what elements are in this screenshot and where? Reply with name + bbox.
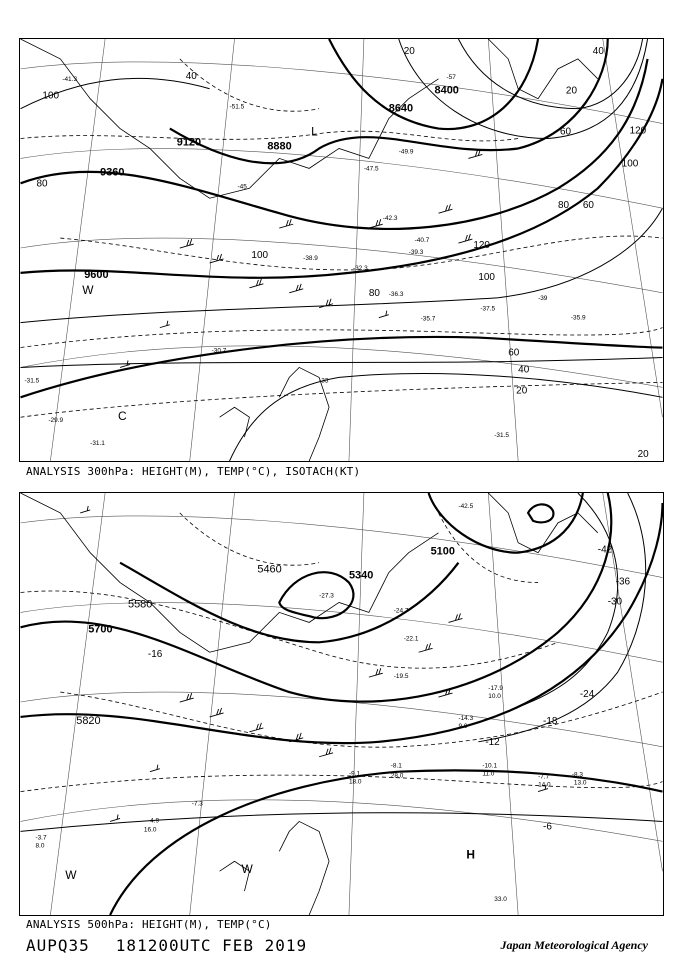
temp-label: -41.3 xyxy=(62,75,78,83)
station-value: 18.0 xyxy=(348,778,362,786)
isotherms-solid xyxy=(21,493,663,834)
isotach-label: 100 xyxy=(42,90,60,102)
temp-labels xyxy=(25,74,587,447)
station-value: 16.0 xyxy=(143,826,157,834)
temp-label: -8.3 xyxy=(571,771,584,779)
isotach-label: 120 xyxy=(473,240,490,252)
temp-label: -10.1 xyxy=(482,762,498,770)
coastline xyxy=(21,493,598,915)
isotachs xyxy=(21,39,663,461)
temp-label: -7.7 xyxy=(538,773,550,781)
wind-barbs xyxy=(120,149,482,367)
temp-label: -19.5 xyxy=(393,673,409,681)
temp-label: -47.5 xyxy=(363,165,379,173)
height-label: 9120 xyxy=(176,136,202,149)
isotach-label: 40 xyxy=(185,70,197,82)
caption-300hpa: ANALYSIS 300hPa: HEIGHT(M), TEMP(°C), ISOTACH(KT) xyxy=(26,465,361,478)
temp-label: -3.7 xyxy=(35,834,47,842)
low-symbol: L xyxy=(311,124,318,139)
isotach-label: 40 xyxy=(592,45,604,57)
temp-label: -4.9 xyxy=(147,817,160,825)
height-labels xyxy=(84,85,461,281)
warm-symbol: W xyxy=(241,862,253,877)
station-value: 13.0 xyxy=(573,779,587,787)
height-label: 5340 xyxy=(348,569,374,582)
temp-label: -30.7 xyxy=(211,347,227,355)
isotach-label: 100 xyxy=(478,271,495,283)
temp-label: -33 xyxy=(319,377,329,385)
isotach-label: 40 xyxy=(518,364,530,376)
temp-label: -49.9 xyxy=(398,148,414,156)
isotach-label: 60 xyxy=(559,126,572,138)
map-300hpa-svg xyxy=(20,39,663,461)
isotach-label: 20 xyxy=(637,449,649,461)
isotach-label: 120 xyxy=(629,125,647,137)
height-label: 8880 xyxy=(267,140,292,153)
map-500hpa-svg xyxy=(20,493,663,915)
temp-label: -35.9 xyxy=(570,314,586,322)
caption-500hpa: ANALYSIS 500hPa: HEIGHT(M), TEMP(°C) xyxy=(26,918,272,931)
isotherms xyxy=(21,59,663,417)
temp-label: -36.3 xyxy=(388,290,404,298)
map-500hpa xyxy=(19,492,664,916)
temp-label: -31.5 xyxy=(24,377,40,385)
height-label: 8640 xyxy=(388,102,414,115)
high-symbol: H xyxy=(466,847,476,862)
station-value: 9.0 xyxy=(458,722,468,730)
height-label: 9360 xyxy=(100,166,125,179)
temp-label: -45 xyxy=(237,183,247,191)
isotach-label: 60 xyxy=(508,347,520,359)
temp-label: -57 xyxy=(446,73,456,81)
isotherm-labels xyxy=(148,545,631,833)
isotach-label: 20 xyxy=(565,85,577,97)
station-value: 10.0 xyxy=(488,693,501,701)
height-label: 5820 xyxy=(76,714,101,727)
station-value: 28.0 xyxy=(390,772,404,780)
temp-label: -37.5 xyxy=(480,305,496,313)
isotach-label: 80 xyxy=(557,200,570,212)
warm-symbol: W xyxy=(82,282,94,297)
temp-label: -9.1 xyxy=(348,770,361,778)
temp-label: -42.3 xyxy=(382,215,398,223)
isotach-label: 80 xyxy=(368,287,380,299)
temp-label: -14.3 xyxy=(458,714,474,722)
temp-label: -35.7 xyxy=(420,315,436,323)
temp-label: -51.5 xyxy=(229,103,245,111)
chart-code: AUPQ35 xyxy=(26,936,90,955)
isotherm-label: -24 xyxy=(579,689,595,701)
graticule xyxy=(21,493,663,915)
temp-label: -8.1 xyxy=(390,762,402,770)
isotach-label: 20 xyxy=(403,45,415,57)
isotherm-label: -36 xyxy=(615,576,631,588)
temp-labels xyxy=(35,503,586,903)
isotach-label: 100 xyxy=(621,158,639,170)
isotherms xyxy=(21,513,663,792)
height-label: 9600 xyxy=(84,268,109,281)
temp-label: -24.7 xyxy=(393,607,409,615)
temp-label: -31.1 xyxy=(90,440,105,448)
temp-label: -17.9 xyxy=(488,685,504,693)
isotherm-label: -30 xyxy=(607,596,623,608)
height-label: 5700 xyxy=(88,623,113,636)
station-value: 11.0 xyxy=(482,770,495,778)
temp-label: -38.9 xyxy=(303,254,318,262)
station-value: 14.0 xyxy=(538,781,551,789)
warm-symbol: W xyxy=(65,868,77,883)
chart-datetime: 181200UTC FEB 2019 xyxy=(115,936,308,955)
isotherm-label: -12 xyxy=(485,736,500,748)
height-label: 5580 xyxy=(128,598,153,611)
station-value: 33.0 xyxy=(494,896,507,904)
station-value: 8.0 xyxy=(35,842,45,850)
isotach-label: 80 xyxy=(36,178,48,190)
isotherm-label: -42 xyxy=(597,544,613,556)
temp-label: -39 xyxy=(538,294,548,302)
height-label: 8400 xyxy=(434,84,459,97)
temp-label: -7.3 xyxy=(191,800,203,808)
agency-name: Japan Meteorological Agency xyxy=(500,938,648,952)
map-300hpa xyxy=(19,38,664,462)
height-label: 5100 xyxy=(430,545,455,558)
temp-label: -32.3 xyxy=(352,264,368,272)
temp-label: -42.5 xyxy=(458,502,474,510)
isotach-label: 100 xyxy=(251,249,269,261)
temp-label: -39.3 xyxy=(408,248,424,256)
pressure-symbols xyxy=(65,847,475,882)
height-contours xyxy=(21,493,663,915)
isotherm-label: -18 xyxy=(543,715,558,727)
isotherm-label: -6 xyxy=(543,821,552,833)
graticule xyxy=(21,39,663,461)
chart-identifier xyxy=(26,936,333,955)
temp-label: -22.1 xyxy=(403,635,419,643)
temp-label: -40.7 xyxy=(414,237,430,245)
temp-label: -31.5 xyxy=(494,432,509,440)
temp-label: -27.3 xyxy=(319,592,334,600)
height-label: 5460 xyxy=(257,563,282,576)
isotach-labels xyxy=(36,46,649,460)
isotach-label: 20 xyxy=(516,385,528,397)
cold-symbol: C xyxy=(118,409,127,424)
isotherm-label: -16 xyxy=(147,649,163,661)
temp-label: -29.9 xyxy=(48,417,64,425)
isotach-label: 60 xyxy=(582,200,594,212)
